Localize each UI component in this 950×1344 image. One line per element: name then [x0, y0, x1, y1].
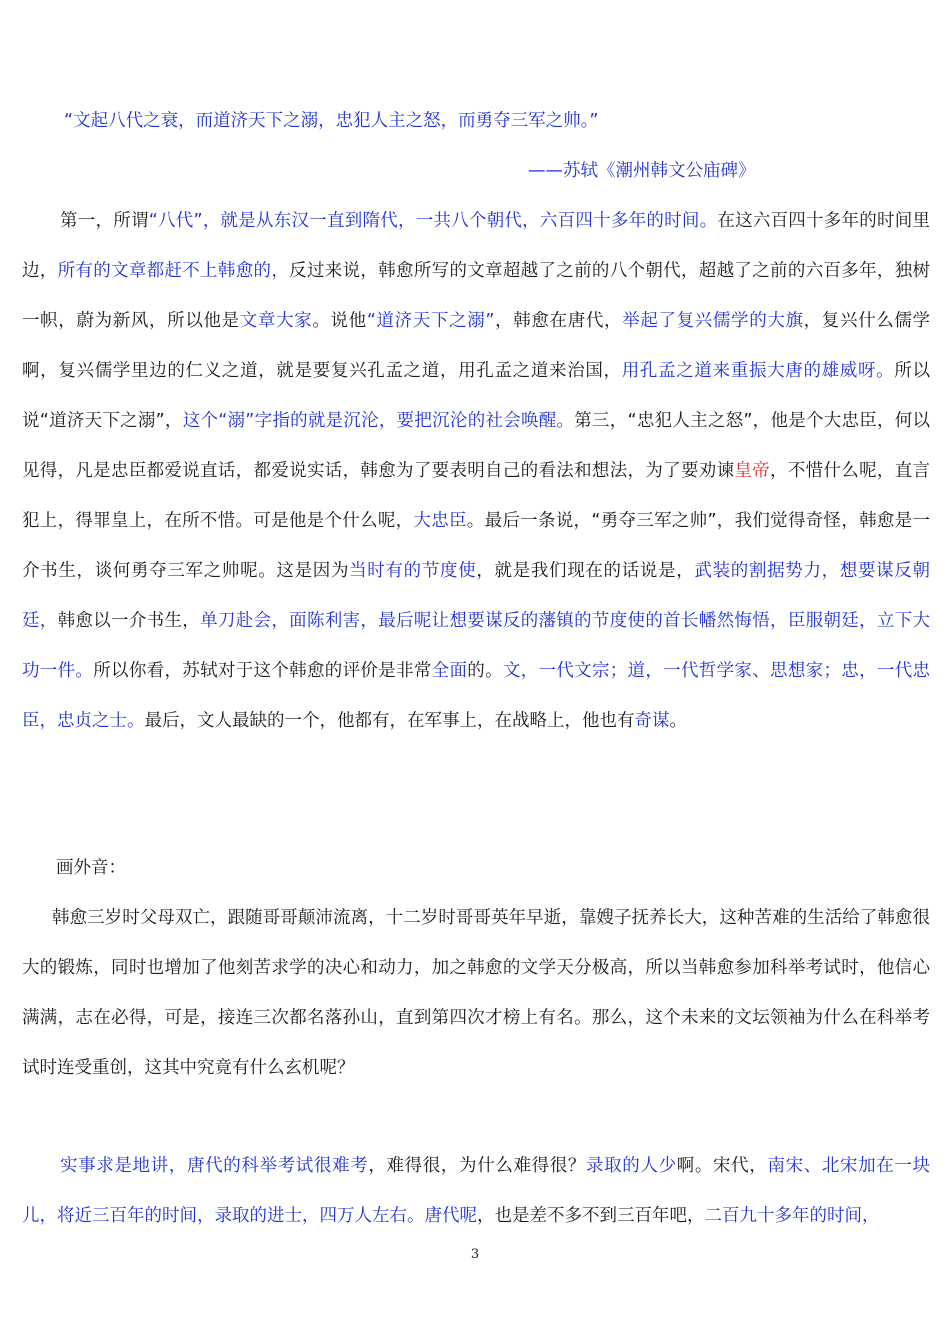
body-text: 在这六百四十多年的时间里边， [22, 211, 931, 281]
highlighted-text: “八代”，就是从东汉一直到隋代，一共八个朝代，六百四十多年的时间。 [148, 211, 718, 231]
highlighted-text: 文章大家 [239, 311, 313, 331]
highlighted-text: 用孔孟之道来重振大唐的雄威呀。 [621, 361, 895, 381]
body-text: 啊。宋代， [676, 1156, 768, 1176]
body-text: ，不惜什么呢，直言犯上，得罪皇上，在所不惜。可是他是个什么呢， [22, 461, 931, 531]
body-text: 最后，文人最缺的一个，他都有，在军事上，在战略上，他也有 [144, 711, 635, 731]
paragraph-2: 韩愈三岁时父母双亡，跟随哥哥颠沛流离，十二岁时哥哥英年早逝，靠嫂子抚养长大，这种苦难的生活给了韩愈很大的锻炼，同时也增加了他刻苦求学的决心和动力，加之韩愈的文学天分极高，所以当韩愈参加科举考试时，他信心满满，志在必得，可是，接连三次都名落孙山，直到第四次才榜上有名。那么，这个未来的文坛领袖为什么在科举考试时连受重创，这其中究竟有什么玄机呢？ [22, 908, 930, 1078]
highlighted-text: 大忠臣 [413, 511, 467, 531]
highlighted-text: 所有的文章都赶不上韩愈的， [57, 261, 290, 281]
body-text: ，也是差不多不到三百年吧， [477, 1206, 705, 1226]
highlighted-text: 南宋、北宋加在一块儿，将近三百年的时间，录取的进士，四万人左右。唐代呢 [22, 1156, 931, 1226]
epigraph-attribution: ——苏轼《潮州韩文公庙碑》 [528, 161, 756, 181]
highlighted-text: 二百九十多年的时间， [704, 1206, 880, 1226]
highlighted-text: “道济天下之溺” [366, 311, 495, 331]
highlighted-text: 全面 [431, 661, 468, 681]
highlighted-text: 单刀赴会，面陈利害，最后呢让想要谋反的藩镇的节度使的首长幡然悔悟，臣服朝廷，立下大功一件。 [22, 611, 931, 681]
body-text: 。说他 [312, 311, 367, 331]
epigraph-quote: “文起八代之衰，而道济天下之溺，忠犯人主之怒，而勇夺三军之帅。” [64, 111, 599, 131]
body-text: 。 [669, 711, 687, 731]
highlighted-text: 这个“溺”字指的就是沉沦，要把沉沦的社会唤醒。 [182, 411, 575, 431]
highlighted-text: 当时有的节度使 [349, 561, 477, 581]
body-text: 第三，“忠犯人主之怒”，他是个大忠臣，何以见得，凡是忠臣都爱说直话，都爱说实话，韩愈为了要表明自己的看法和想法，为了要劝谏 [22, 411, 930, 481]
body-text: 所以你看，苏轼对于这个韩愈的评价是非常 [93, 661, 432, 681]
red-text: 皇帝 [734, 461, 771, 481]
highlighted-text: 文，一代文宗；道，一代哲学家、思想家；忠，一代忠臣，忠贞之士。 [22, 661, 931, 731]
paragraph-3 [22, 1141, 930, 1241]
highlighted-text: 武装的割据势力，想要谋反朝廷， [22, 561, 931, 631]
body-text: 韩愈以一介书生， [57, 611, 201, 631]
paragraph-1 [22, 196, 930, 746]
body-text: 所以说“道济天下之溺”， [22, 361, 931, 431]
body-text: 的。 [467, 661, 503, 681]
body-text: 第一，所谓 [60, 211, 149, 231]
body-text: 。最后一条说，“勇夺三军之帅”，我们觉得奇怪，韩愈是一介书生，谈何勇夺三军之帅呢。这是因为 [22, 511, 931, 581]
body-text: ，复兴什么儒学啊，复兴儒学里边的仁义之道，就是要复兴孔孟之道，用孔孟之道来治国， [22, 311, 931, 381]
body-text: ，难得很，为什么难得很？ [368, 1156, 587, 1176]
highlighted-text: 举起了复兴儒学的大旗 [622, 311, 804, 331]
body-text: ，韩愈在唐代， [494, 311, 623, 331]
highlighted-text: 奇谋 [634, 711, 670, 731]
section-heading: 画外音： [56, 858, 126, 878]
highlighted-text: 实事求是地讲，唐代的科举考试很难考 [60, 1156, 369, 1176]
page-number: 3 [470, 1247, 480, 1262]
highlighted-text: 录取的人少 [586, 1156, 677, 1176]
body-text: ，就是我们现在的话说是， [476, 561, 695, 581]
body-text: 反过来说，韩愈所写的文章超越了之前的八个朝代，超越了之前的六百多年，独树一帜，蔚为新风，所以他是 [22, 261, 931, 331]
